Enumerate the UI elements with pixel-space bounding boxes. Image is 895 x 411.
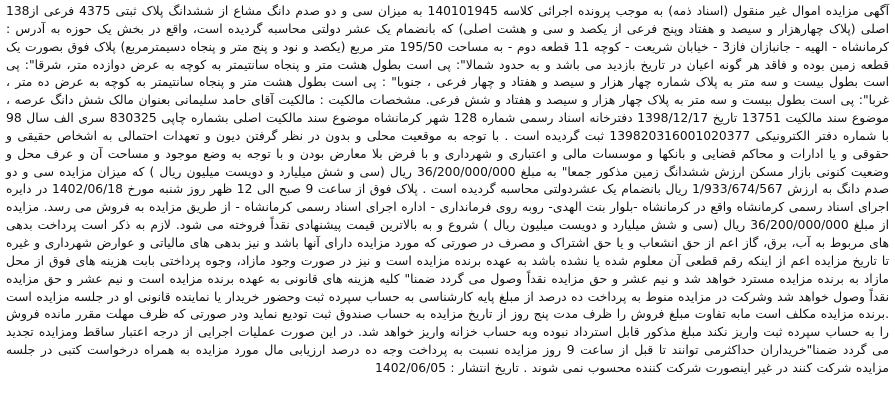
notice-body-text: آگهی مزایده اموال غیر منقول (اسناد ذمه) به موجب پرونده اجرائی کلاسه 140101945 به میزان سی و دو صدم دانگ مشاع از ششدانگ پلاک ثبتی 4375 فرعی از138 اصلی (پلاک چهارهزار و سیصد و هفتاد وپنج فرعی از یکصد و سی و هشت اصلی) که بانضمام یک عشر دولتی محاسبه گردیده است، واقع در بخش یک حوزه به آدرس : کرمانشاه - الهیه - جانبازان فاز3 - خیابان شریعت - کوچه 11 قطعه دوم - به مساحت 195/50 متر مربع (یکصد و نود و پنج متر و پنجاه دسیمترمربع) پلاک فوق بصورت یک قطعه زمین بوده و فاقد هر گونه اعیان در تاریخ بازدید می باشد و به حدود شمالا": پی است بطول هشت متر و پنجاه سانتیمتر به کوچه به عرض دوازده متر، شرقا": پی است بطول بیست و سه متر به پلاک شماره چهار هزار و سیصد و هفتاد و چهار فرعی ، جنوبا" : پی است بطول هشت متر و پنجاه سانتیمتر به کوچه به عرض ده متر ، غربا": پی است بطول بیست و سه متر به پلاک چهار هزار و سیصد و هفتاد و شش فرعی. مشخصات مالکیت : مالکیت آقای حامد سلیمانی بعنوان مالک شش دانگ عرصه ، موضوع سند مالکیت 13751 تاریخ 1398/12/17 دفترخانه اسناد رسمی شماره 128 شهر کرمانشاه موضوع سند مالکیت اصلی بشماره چاپی 830325 سری الف سال 98 با شماره دفتر الکترونیکی 139820316001020377 ثبت گردیده است . با توجه به موقعیت محلی و بدون در نظر گرفتن دیون و تعهدات احتمالی به اشخاص حقیقی و حقوقی و یا ادارات و محاکم قضایی و بانکها و موسسات مالی و اعتباری و شهرداری و با فرض بلا معارض بودن و با توجه به وضع موجود و مساحت آن و عرف محل و وضعیت کنونی بازار مسکن ارزش ششدانگ زمین مذکور جمعا" به مبلغ 36/200/000/000 ریال (سی و شش میلیارد و دویست میلیون ریال ) که میزان مزایده سی و دو صدم دانگ به ارزش 1/933/674/567 ریال بانضمام یک عشردولتی محاسبه گردیده است . پلاک فوق از ساعت 9 صبح الی 12 ظهر روز شنبه مورخ 1402/06/18 در دایره اجرای اسناد رسمی کرمانشاه واقع در کرمانشاه -بلوار بنت الهدی- روبه روی فرمانداری - اداره اجرای اسناد رسمی کرمانشاه - از طریق مزایده به فروش می رسد. مزایده از مبلغ 36/200/000/000 ریال (سی و شش میلیارد و دویست میلیون ریال ) شروع و به بالاترین قیمت پیشنهادی نقداً فروخته می شود. لازم به ذکر است پرداخت بدهی های مربوط به آب، برق، گاز اعم از حق انشعاب و یا حق اشتراک و مصرف در صورتی که مورد مزایده دارای آنها باشد و نیز بدهی های مالیاتی و عوارض شهرداری و غیره تا تاریخ مزایده اعم از اینکه رقم قطعی آن معلوم شده یا نشده باشد به عهده برنده مزایده است و نیز در صورت وجود مازاد، وجوه پرداختی بابت هزینه های فوق از محل مازاد به برنده مزایده مسترد خواهد شد و نیم عشر و حق مزایده نقداً وصول می گردد ضمنا" کلیه هزینه های قانونی به عهده برنده مزایده است و نیم عشر و حق مزایده نقداً وصول خواهد شد وشرکت در مزایده منوط به پرداخت ده درصد از مبلغ پایه کارشناسی به حساب سپرده ثبت وحضور خریدار یا نماینده قانونی او در جلسه مزایده است .برنده مزایده مکلف است مابه تفاوت مبلغ فروش را ظرف مدت پنج روز از تاریخ مزایده به حساب صندوق ثبت تودیع نماید ودر صورتی که ظرف مهلت مقرر مانده فروش را به حساب سپرده ثبت واریز نکند مبلغ مذکور قابل استرداد نبوده وبه حساب خزانه واریز خواهد شد. در این صورت عملیات اجرایی از درجه اعتبار ساقط ومزایده تجدید می گردد ضمنا"خریداران حداکثرمی توانند تا قبل از ساعت 9 روز مزایده نسبت به پرداخت وجه ده درصد ارزیابی مال مورد مزایده به همراه درخواست کتبی در جلسه مزایده شرکت کنند در غیر اینصورت شرکت کننده محسوب نمی شوند . تاریخ انتشار : 1402/06/05 — [6, 4, 890, 375]
